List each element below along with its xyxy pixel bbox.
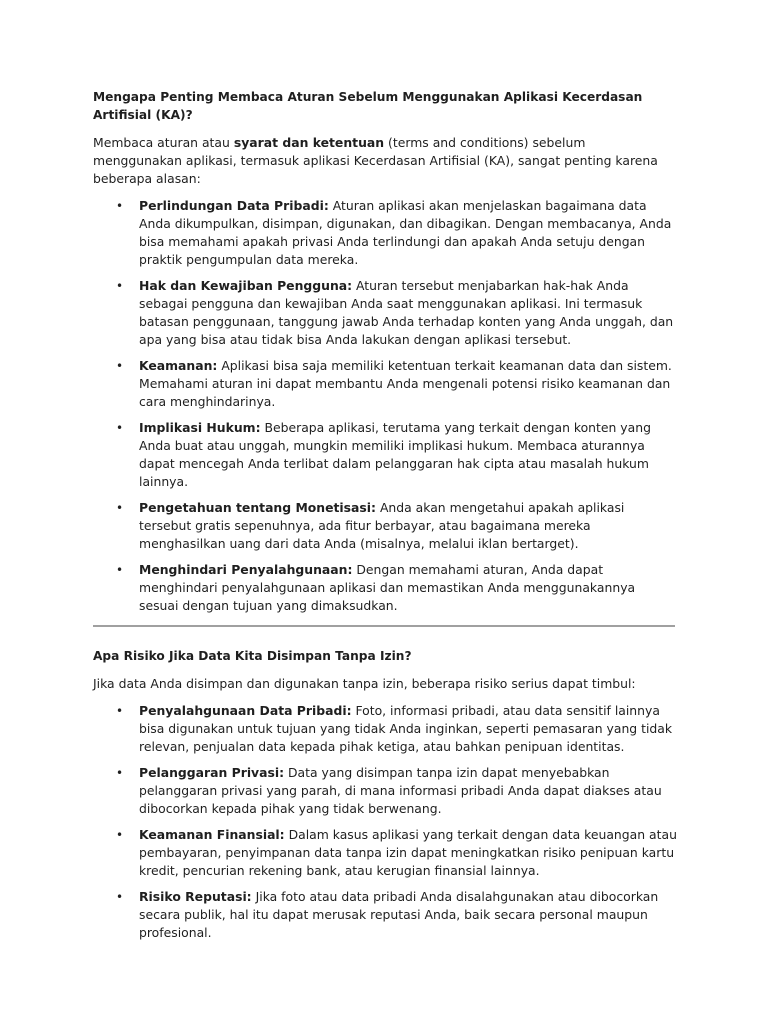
list-item-text: Dalam kasus aplikasi yang terkait dengan data keuangan atau pembayaran, penyimpanan data tanpa izin dapat meningkatkan risiko penipuan kartu kredit, pencurian rekening bank, atau kerugian finansial lainnya. <box>139 827 677 878</box>
list-item <box>93 764 678 818</box>
list-item <box>93 357 678 411</box>
section-1-heading: Mengapa Penting Membaca Aturan Sebelum Menggunakan Aplikasi Kecerdasan Artifisial (KA)? <box>93 90 643 122</box>
list-item <box>93 499 678 553</box>
list-item-title: Keamanan Finansial: <box>139 827 285 842</box>
list-item-text: Beberapa aplikasi, terutama yang terkait dengan konten yang Anda buat atau unggah, mungkin memiliki implikasi hukum. Membaca aturannya dapat mencegah Anda terlibat dalam pelanggaran hak cipta atau masalah hukum lainnya. <box>139 420 651 489</box>
list-item-text: Jika foto atau data pribadi Anda disalahgunakan atau dibocorkan secara publik, hal itu dapat merusak reputasi Anda, baik secara personal maupun profesional. <box>139 889 659 940</box>
section-1-list <box>93 197 678 615</box>
bullet-icon: • <box>116 890 124 904</box>
list-item <box>93 826 678 880</box>
list-item-text: Foto, informasi pribadi, atau data sensitif lainnya bisa digunakan untuk tujuan yang tidak Anda inginkan, seperti pemasaran yang tidak relevan, penjualan data kepada pihak ketiga, atau bahkan penipuan identitas. <box>139 703 673 754</box>
bullet-icon: • <box>116 704 124 718</box>
list-item <box>93 702 678 756</box>
list-item <box>93 888 678 942</box>
list-item-text: Aturan tersebut menjabarkan hak-hak Anda sebagai pengguna dan kewajiban Anda saat menggunakan aplikasi. Ini termasuk batasan penggunaan, tanggung jawab Anda terhadap konten yang Anda unggah, dan apa yang bisa atau tidak bisa Anda lakukan dengan aplikasi tersebut. <box>139 278 674 347</box>
bullet-icon: • <box>116 828 124 842</box>
section-2-list <box>93 702 678 942</box>
list-item-text: Aturan aplikasi akan menjelaskan bagaimana data Anda dikumpulkan, disimpan, digunakan, dan dibagikan. Dengan membacanya, Anda bisa memahami apakah privasi Anda terlindungi dan apakah Anda setuju dengan praktik pengumpulan data mereka. <box>139 198 672 267</box>
list-item-title: Perlindungan Data Pribadi: <box>139 198 329 213</box>
list-item <box>93 197 678 269</box>
list-item-text: Dengan memahami aturan, Anda dapat menghindari penyalahgunaan aplikasi dan memastikan Anda menggunakannya sesuai dengan tujuan yang dimaksudkan. <box>139 562 636 613</box>
bullet-icon: • <box>116 279 124 293</box>
bullet-icon: • <box>116 563 124 577</box>
list-item <box>93 277 678 349</box>
section-2-heading: Apa Risiko Jika Data Kita Disimpan Tanpa Izin? <box>93 649 412 663</box>
section-2-intro: Jika data Anda disimpan dan digunakan tanpa izin, beberapa risiko serius dapat timbul: <box>93 676 636 691</box>
bullet-icon: • <box>116 199 124 213</box>
list-item-title: Implikasi Hukum: <box>139 420 261 435</box>
list-item-text: Aplikasi bisa saja memiliki ketentuan terkait keamanan data dan sistem. Memahami aturan ini dapat membantu Anda mengenali potensi risiko keamanan dan cara menghindarinya. <box>139 358 672 409</box>
list-item-text: Data yang disimpan tanpa izin dapat menyebabkan pelanggaran privasi yang parah, di mana informasi pribadi Anda dapat diakses atau dibocorkan kepada pihak yang tidak berwenang. <box>139 765 662 816</box>
list-item-title: Hak dan Kewajiban Pengguna: <box>139 278 353 293</box>
list-item-text: Anda akan mengetahui apakah aplikasi tersebut gratis sepenuhnya, ada fitur berbayar, atau bagaimana mereka menghasilkan uang dari data Anda (misalnya, melalui iklan bertarget). <box>139 500 625 551</box>
list-item <box>93 561 678 615</box>
bullet-icon: • <box>116 766 124 780</box>
bullet-icon: • <box>116 501 124 515</box>
list-item <box>93 419 678 491</box>
list-item-title: Pengetahuan tentang Monetisasi: <box>139 500 376 515</box>
intro-text-after: (terms and conditions) sebelum menggunakan aplikasi, termasuk aplikasi Kecerdasan Artifisial (KA), sangat penting karena beberapa alasan: <box>93 135 658 186</box>
bullet-icon: • <box>116 359 124 373</box>
section-divider <box>93 625 675 627</box>
intro-text-before: Membaca aturan atau <box>93 135 234 150</box>
list-item-title: Keamanan: <box>139 358 218 373</box>
intro-text-bold: syarat dan ketentuan <box>233 135 385 150</box>
list-item-title: Pelanggaran Privasi: <box>139 765 285 780</box>
section-1-intro <box>93 134 678 188</box>
list-item-title: Menghindari Penyalahgunaan: <box>139 562 353 577</box>
list-item-title: Risiko Reputasi: <box>139 889 252 904</box>
list-item-title: Penyalahgunaan Data Pribadi: <box>139 703 352 718</box>
bullet-icon: • <box>116 421 124 435</box>
